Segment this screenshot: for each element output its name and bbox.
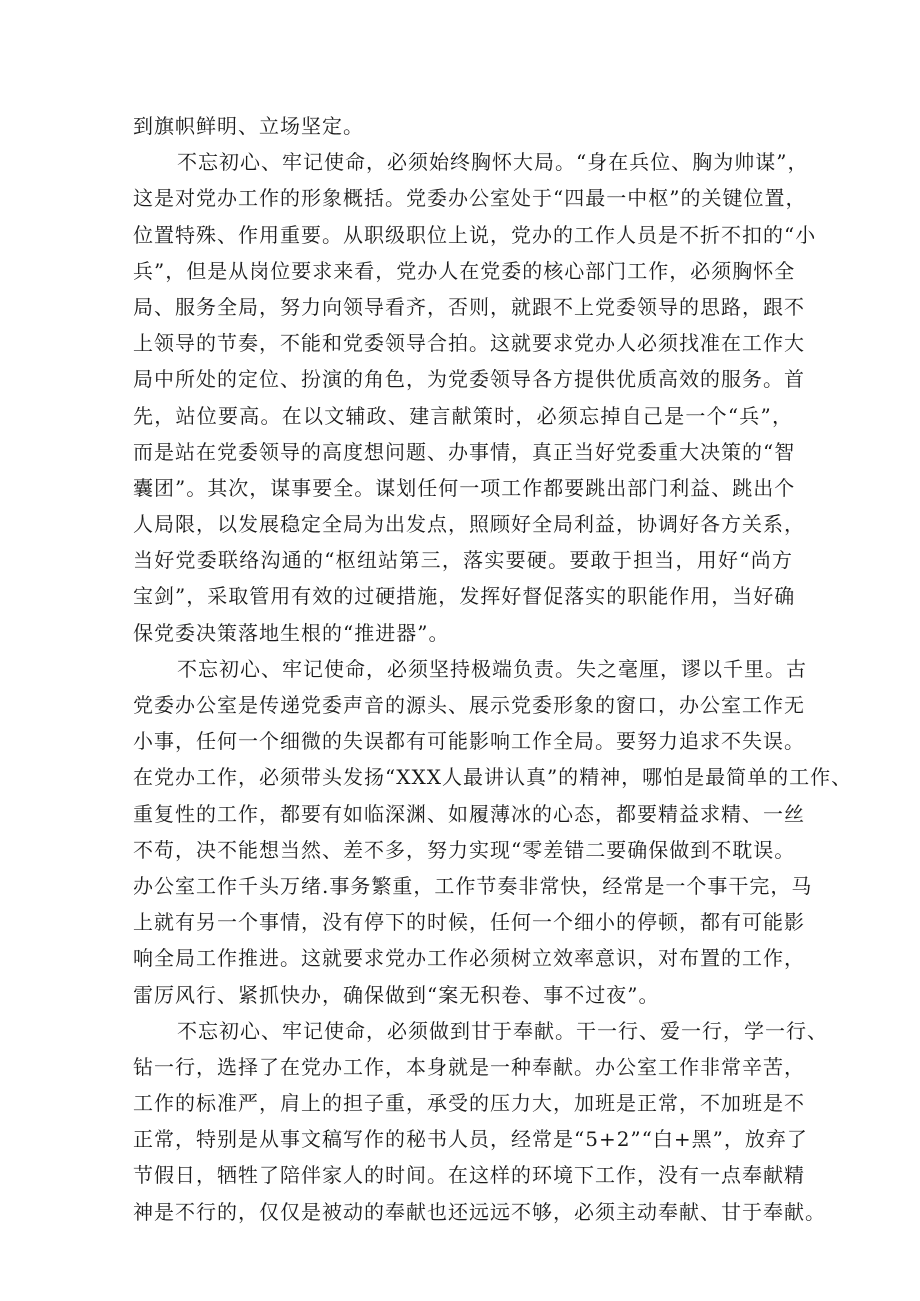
- text-line: 这是对党办工作的形象概括。党委办公室处于“四最一中枢”的关键位置，: [133, 186, 807, 211]
- text-line: 钻一行，选择了在党办工作，本身就是一种奉献。办公室工作非常辛苦，: [133, 1054, 805, 1079]
- text-line: 而是站在党委领导的高度想问题、办事情，真正当好党委重大决策的“智: [133, 439, 796, 464]
- paragraph-3: [133, 651, 853, 1013]
- text-line: 正常，特别是从事文稿写作的秘书人员，经常是“5+2”“白+黑”，放弃了: [133, 1127, 808, 1152]
- text-line: 到旗帜鲜明、立场坚定。: [133, 114, 364, 138]
- text-line: 神是不行的，仅仅是被动的奉献也还远远不够，必须主动奉献、甘于奉献。: [133, 1199, 826, 1224]
- text-line: 上就有另一个事情，没有停下的时候，任何一个细小的停顿，都有可能影: [133, 910, 805, 935]
- text-line: 囊团”。其次，谋事要全。谋划任何一项工作都要跳出部门利益、跳出个: [133, 475, 796, 500]
- text-line: 小事，任何一个细微的失误都有可能影响工作全局。要努力追求不失误。: [133, 729, 805, 754]
- text-line: 办公室工作千头万绪.事务繁重，工作节奏非常快，经常是一个事干完，马: [133, 873, 813, 898]
- text-line: 局中所处的定位、扮演的角色，为党委领导各方提供优质高效的服务。首: [133, 367, 805, 392]
- paragraph-1: [133, 108, 793, 144]
- text-line: 不苟，决不能想当然、差不多，努力实现“零差错二要确保做到不耽误。: [133, 837, 796, 862]
- text-line: 宝剑”，采取管用有效的过硬措施，发挥好督促落实的职能作用，当好确: [133, 584, 796, 609]
- document-body: [133, 108, 853, 1230]
- text-line: 先，站位要高。在以文辅政、建言献策时，必须忘掉自己是一个“兵”，: [133, 403, 793, 428]
- text-line: 响全局工作推进。这就要求党办工作必须树立效率意识，对布置的工作，: [133, 946, 805, 971]
- text-line: 位置特殊、作用重要。从职级职位上说，党办的工作人员是不折不扣的“小: [133, 222, 817, 247]
- text-line: 人局限，以发展稳定全局为出发点，照顾好全局利益，协调好各方关系，: [133, 512, 805, 537]
- paragraph-2: [133, 144, 817, 651]
- text-line: 保党委决策落地生根的“推进器”。: [133, 620, 450, 645]
- paragraph-4: [133, 1013, 828, 1230]
- text-line: 不忘初心、牢记使命，必须坚持极端负责。失之毫厘，谬以千里。古: [177, 656, 807, 681]
- text-line: 不忘初心、牢记使命，必须始终胸怀大局。“身在兵位、胸为帅谋”，: [177, 150, 809, 175]
- text-line: 兵”，但是从岗位要求来看，党办人在党委的核心部门工作，必须胸怀全: [133, 258, 796, 283]
- text-line: 当好党委联络沟通的“枢纽站第三，落实要硬。要敢于担当，用好“尚方: [133, 548, 793, 573]
- text-line: 在党办工作，必须带头发扬“XXX人最讲认真”的精神，哪怕是最简单的工作、: [133, 765, 853, 790]
- text-line: 重复性的工作，都要有如临深渊、如履薄冰的心态，都要精益求精、一丝: [133, 801, 805, 826]
- text-line: 雷厉风行、紧抓快办，确保做到“案无积卷、事不过夜”。: [133, 982, 660, 1007]
- text-line: 工作的标准严，肩上的担子重，承受的压力大，加班是正常，不加班是不: [133, 1091, 805, 1116]
- text-line: 上领导的节奏，不能和党委领导合拍。这就要求党办人必须找准在工作大: [133, 331, 805, 356]
- text-line: 不忘初心、牢记使命，必须做到甘于奉献。干一行、爱一行，学一行、: [177, 1018, 828, 1043]
- text-line: 局、服务全局，努力向领导看齐，否则，就跟不上党委领导的思路，跟不: [133, 294, 805, 319]
- text-line: 党委办公室是传递党委声音的源头、展示党委形象的窗口，办公室工作无: [133, 693, 805, 717]
- text-line: 节假日，牺牲了陪伴家人的时间。在这样的环境下工作，没有一点奉献精: [133, 1163, 805, 1188]
